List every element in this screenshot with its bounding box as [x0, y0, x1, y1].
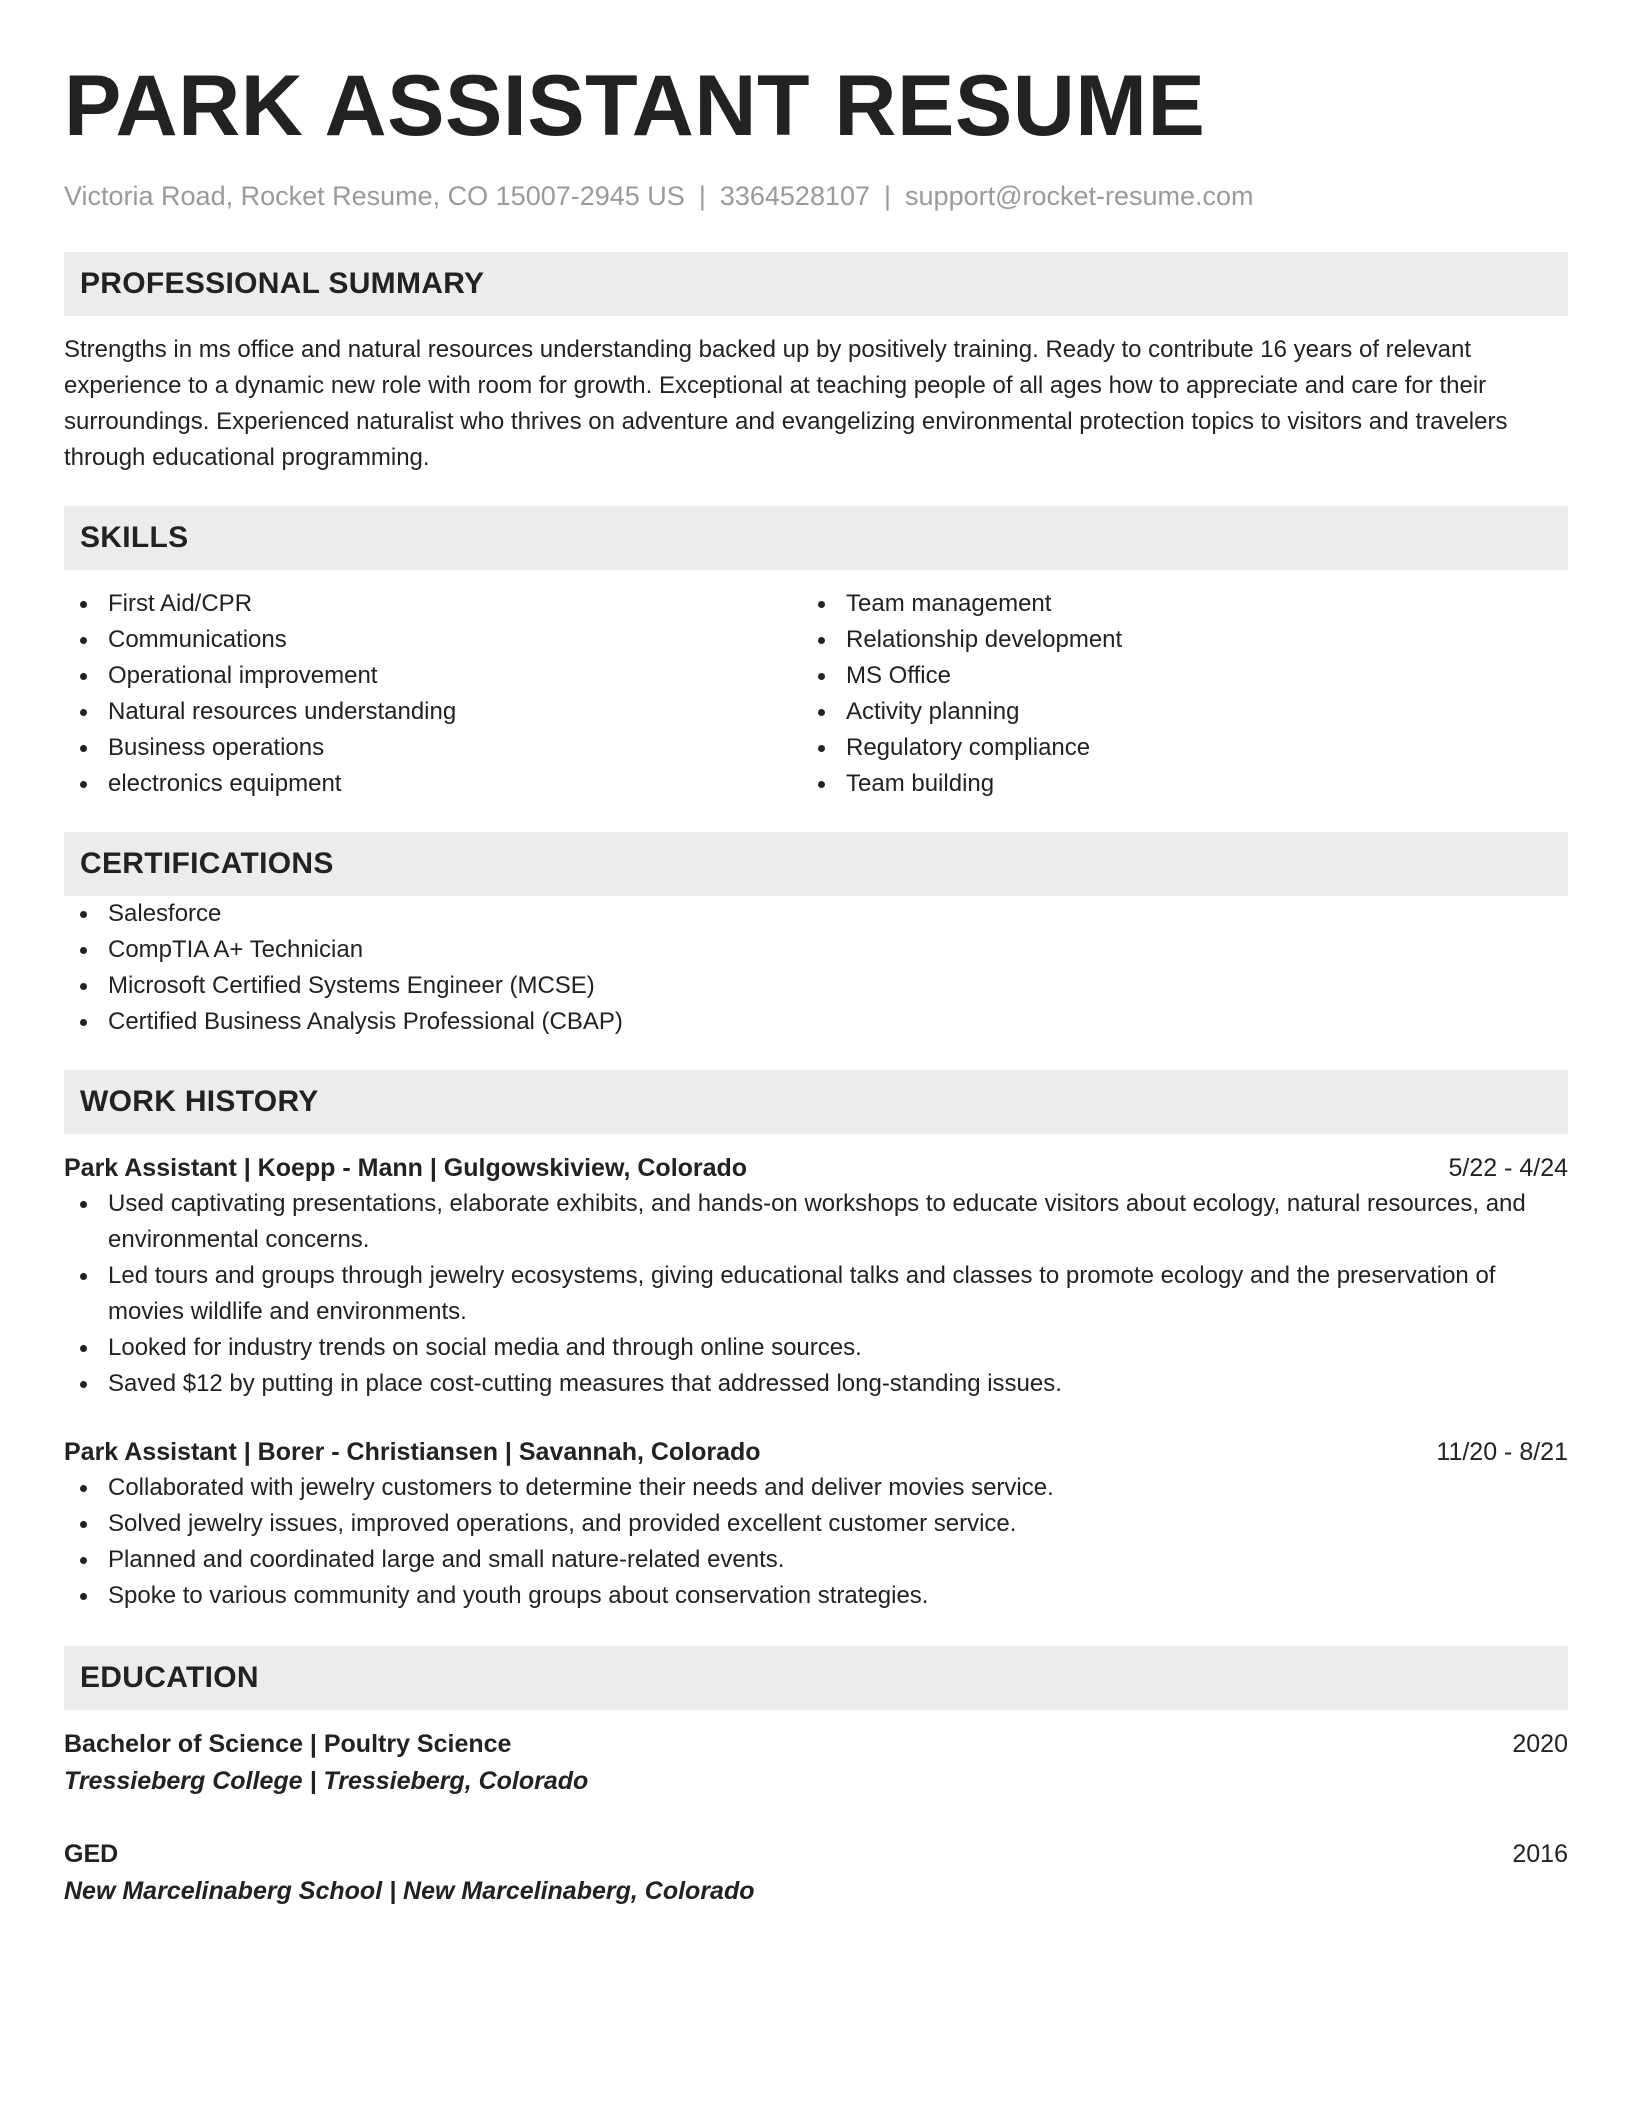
skill-item: First Aid/CPR [64, 586, 802, 622]
education-year: 2020 [1512, 1730, 1568, 1758]
skills-grid [64, 586, 1568, 802]
job-bullet: Spoke to various community and youth groups about conservation strategies. [64, 1578, 1568, 1614]
job-bullet: Saved $12 by putting in place cost-cutting measures that addressed long-standing issues. [64, 1366, 1568, 1402]
education-entry [64, 1726, 1568, 1800]
job-bullet: Planned and coordinated large and small nature-related events. [64, 1542, 1568, 1578]
section-heading-work-history: WORK HISTORY [64, 1070, 1568, 1134]
job-bullet: Led tours and groups through jewelry ecosystems, giving educational talks and classes to promote ecology and the preservation of movies wildlife and environments. [64, 1258, 1568, 1330]
skill-item: Regulatory compliance [802, 730, 1540, 766]
job-bullet: Solved jewelry issues, improved operations, and provided excellent customer service. [64, 1506, 1568, 1542]
skill-item: electronics equipment [64, 766, 802, 802]
contact-line [64, 178, 1568, 214]
skill-item: Operational improvement [64, 658, 802, 694]
section-heading-skills: SKILLS [64, 506, 1568, 570]
certifications-list [64, 896, 1568, 1040]
job-title: Park Assistant | Borer - Christiansen | Savannah, Colorado [64, 1438, 761, 1466]
education-school: New Marcelinaberg School | New Marcelinaberg, Colorado [64, 1877, 755, 1905]
skill-item: MS Office [802, 658, 1540, 694]
contact-phone[interactable]: 3364528107 [719, 181, 871, 211]
section-heading-education: EDUCATION [64, 1646, 1568, 1710]
job-bullet: Looked for industry trends on social media and through online sources. [64, 1330, 1568, 1366]
job-bullets [64, 1470, 1568, 1614]
contact-separator: | [884, 181, 892, 211]
skill-item: Natural resources understanding [64, 694, 802, 730]
job-title: Park Assistant | Koepp - Mann | Gulgowskiview, Colorado [64, 1154, 748, 1182]
skills-list-right [802, 586, 1540, 802]
education-header [64, 1836, 1568, 1872]
summary-paragraph: Strengths in ms office and natural resources understanding backed up by positively training. Ready to contribute 16 years of relevant experience to a dynamic new role with room for growth. Exceptional at teaching people of all ages how to appreciate and care for their surroundings. Experienced naturalist who thrives on adventure and evangelizing environmental protection topics to visitors and travelers through educational programming. [64, 336, 1508, 471]
skill-item: Relationship development [802, 622, 1540, 658]
education-degree: Bachelor of Science | Poultry Science [64, 1730, 512, 1758]
contact-address: Victoria Road, Rocket Resume, CO 15007-2945 US [64, 181, 685, 211]
skills-list-left [64, 586, 802, 802]
job-dates: 11/20 - 8/21 [1436, 1438, 1568, 1466]
certification-item: Microsoft Certified Systems Engineer (MCSE) [64, 968, 1568, 1004]
job-bullets [64, 1186, 1568, 1402]
skill-item: Activity planning [802, 694, 1540, 730]
job-bullet: Used captivating presentations, elaborate exhibits, and hands-on workshops to educate visitors about ecology, natural resources, and environmental concerns. [64, 1186, 1568, 1258]
education-school: Tressieberg College | Tressieberg, Colorado [64, 1767, 589, 1795]
section-heading-certifications: CERTIFICATIONS [64, 832, 1568, 896]
certification-item: Salesforce [64, 896, 1568, 932]
contact-email[interactable]: support@rocket-resume.com [905, 181, 1254, 211]
certification-item: Certified Business Analysis Professional (CBAP) [64, 1004, 1568, 1040]
job-entry [64, 1434, 1568, 1614]
job-entry [64, 1150, 1568, 1402]
education-year: 2016 [1512, 1840, 1568, 1868]
skill-item: Communications [64, 622, 802, 658]
skill-item: Team management [802, 586, 1540, 622]
job-bullet: Collaborated with jewelry customers to determine their needs and deliver movies service. [64, 1470, 1568, 1506]
job-dates: 5/22 - 4/24 [1448, 1154, 1568, 1182]
job-header [64, 1434, 1568, 1470]
education-degree: GED [64, 1840, 119, 1868]
contact-separator: | [698, 181, 706, 211]
job-header [64, 1150, 1568, 1186]
skill-item: Business operations [64, 730, 802, 766]
certification-item: CompTIA A+ Technician [64, 932, 1568, 968]
education-header [64, 1726, 1568, 1762]
education-entry [64, 1836, 1568, 1910]
section-heading-summary: PROFESSIONAL SUMMARY [64, 252, 1568, 316]
skill-item: Team building [802, 766, 1540, 802]
resume-title: PARK ASSISTANT RESUME [64, 58, 1206, 154]
